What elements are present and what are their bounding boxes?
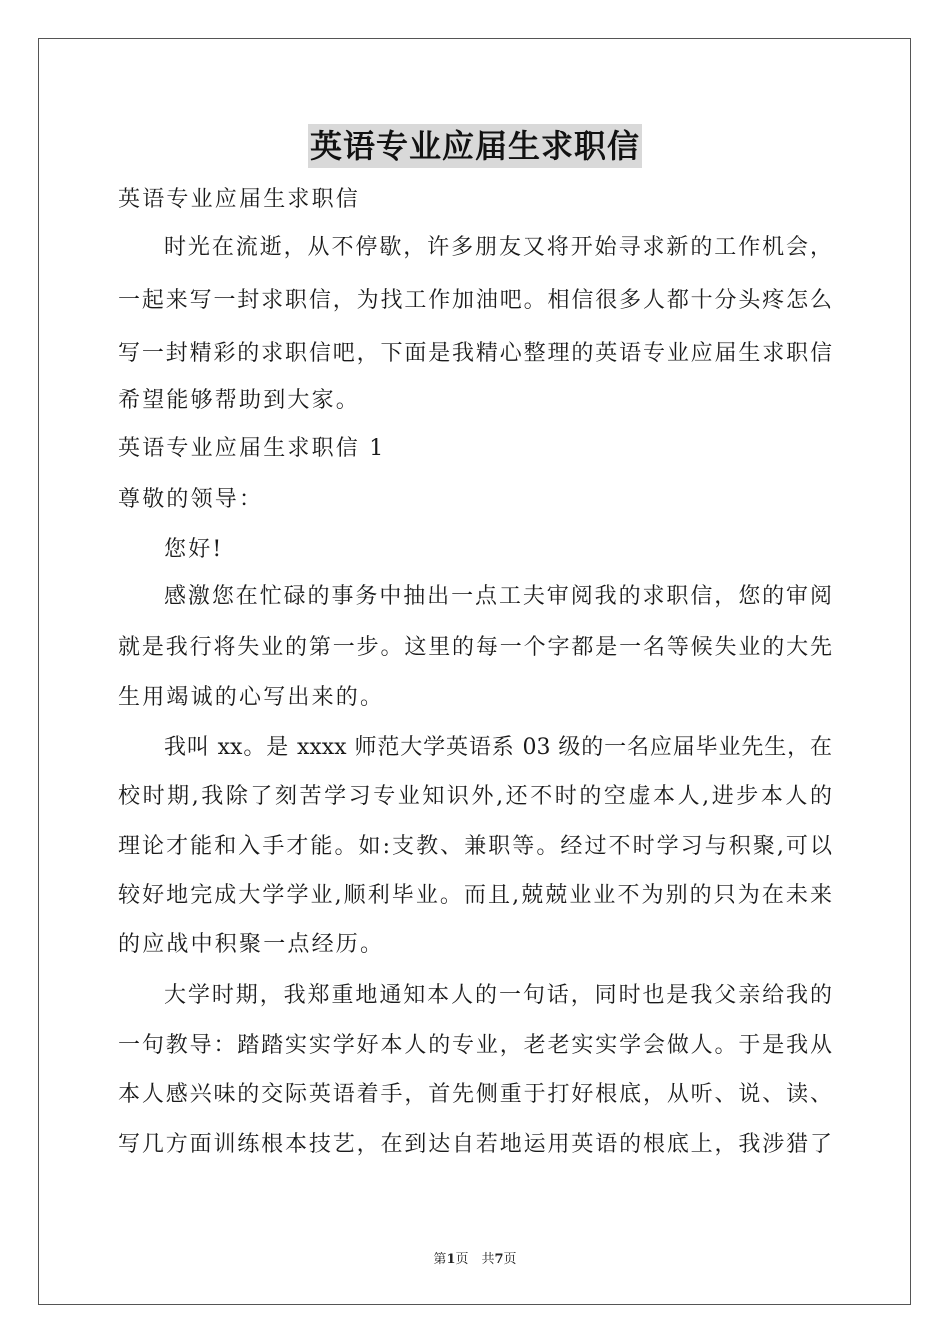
section-heading: 英语专业应届生求职信 1 xyxy=(118,436,386,461)
paragraph-line: 我叫 xx。是 xxxx 师范大学英语系 03 级的一名应届毕业先生，在 xyxy=(164,735,832,760)
paragraph-line: 本人感兴味的交际英语着手，首先侧重于打好根底，从听、说、读、 xyxy=(118,1082,832,1107)
page-total: 7 xyxy=(494,1252,504,1267)
subtitle-line: 英语专业应届生求职信 xyxy=(118,187,361,212)
paragraph-line: 理论才能和入手才能。如:支教、兼职等。经过不时学习与积聚,可以 xyxy=(118,834,832,859)
paragraph-line: 校时期,我除了刻苦学习专业知识外,还不时的空虚本人,进步本人的 xyxy=(118,784,832,809)
document-title: 英语专业应届生求职信 xyxy=(308,124,642,168)
paragraph-line: 一起来写一封求职信，为找工作加油吧。相信很多人都十分头疼怎么 xyxy=(118,288,832,313)
page-footer xyxy=(0,1248,950,1267)
page-current: 1 xyxy=(446,1252,456,1267)
paragraph-line: 就是我行将失业的第一步。这里的每一个字都是一名等候失业的大先 xyxy=(118,635,832,660)
paragraph-line: 时光在流逝，从不停歇，许多朋友又将开始寻求新的工作机会， xyxy=(164,235,832,260)
paragraph-line: 感激您在忙碌的事务中抽出一点工夫审阅我的求职信，您的审阅 xyxy=(164,584,832,609)
paragraph-line: 写一封精彩的求职信吧，下面是我精心整理的英语专业应届生求职信 xyxy=(118,341,832,366)
paragraph-line: 大学时期，我郑重地通知本人的一句话，同时也是我父亲给我的 xyxy=(164,983,832,1008)
greeting: 您好! xyxy=(164,537,224,562)
salutation: 尊敬的领导： xyxy=(118,487,264,512)
paragraph-line: 写几方面训练根本技艺，在到达自若地运用英语的根底上，我涉猎了 xyxy=(118,1132,832,1157)
page-suffix: 页 xyxy=(503,1252,517,1267)
page-mid: 页 共 xyxy=(455,1252,495,1267)
page-border xyxy=(38,38,911,1305)
title-container xyxy=(0,124,950,168)
paragraph-line: 较好地完成大学学业,顺利毕业。而且,兢兢业业不为别的只为在未来 xyxy=(118,883,832,908)
paragraph-line: 生用竭诚的心写出来的。 xyxy=(118,685,385,710)
page-prefix: 第 xyxy=(433,1252,447,1267)
paragraph-line: 的应战中积聚一点经历。 xyxy=(118,932,385,957)
paragraph-line: 一句教导：踏踏实实学好本人的专业，老老实实学会做人。于是我从 xyxy=(118,1033,832,1058)
paragraph-line: 希望能够帮助到大家。 xyxy=(118,388,361,413)
